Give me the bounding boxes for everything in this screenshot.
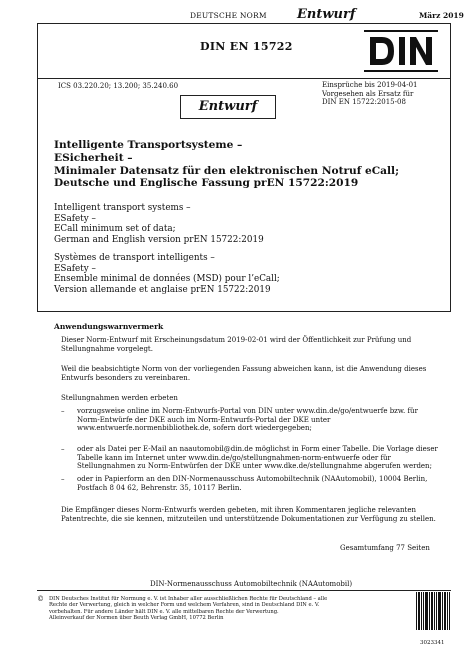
title-de-line: Intelligente Transportsysteme – bbox=[54, 139, 243, 151]
copyright-icon: © bbox=[37, 595, 44, 603]
title-fr-line: Version allemande et anglaise prEN 15722:2019 bbox=[54, 284, 271, 295]
title-fr-line: Systèmes de transport intelligents – bbox=[54, 253, 215, 263]
title-de-line: Minimaler Datensatz für den elektronischen Notruf eCall; bbox=[54, 164, 399, 177]
barcode-icon bbox=[416, 592, 450, 630]
barcode-number: 3023341 bbox=[420, 640, 445, 646]
title-de-line: ESicherheit – bbox=[54, 151, 133, 164]
publication-date: März 2019 bbox=[419, 11, 464, 20]
objection-deadline: Einsprüche bis 2019-04-01 bbox=[322, 81, 418, 89]
list-item-text: oder als Datei per E-Mail an naautomobil@din.de möglichst in Form einer Tabelle. Die Vorlage dieser Tabelle kann im Internet unter www.din.de/go/stellungnahmen-norm-entwuerfe oder für Stellungnahmen zu Norm-Entwürfen der DKE unter www.dke.de/stellungnahme abgerufen werden; bbox=[77, 445, 438, 471]
list-dash: – bbox=[61, 407, 65, 415]
footer-line: Alleinverkauf der Normen über Beuth Verlag GmbH, 10772 Berlin bbox=[49, 615, 224, 622]
draft-stamp: Entwurf bbox=[180, 95, 276, 119]
footer-line: vorbehalten. Für andere Länder hält DIN e. V. alle mittelbaren Rechte der Verwertung. bbox=[49, 608, 279, 615]
norm-label: DEUTSCHE NORM bbox=[190, 11, 267, 20]
header-bar bbox=[0, 8, 466, 24]
copyright-footer bbox=[37, 595, 404, 622]
title-de-line: Deutsche und Englische Fassung prEN 15722:2019 bbox=[54, 177, 359, 190]
publisher: DIN-Normenausschuss Automobiltechnik (NAAutomobil) bbox=[150, 580, 353, 588]
list-dash: – bbox=[61, 445, 65, 453]
notice-heading: Anwendungswarnvermerk bbox=[54, 322, 164, 331]
notice-paragraph: Weil die beabsichtigte Norm von der vorliegenden Fassung abweichen kann, ist die Anwendung dieses Entwurfs besonders zu vereinbaren. bbox=[61, 365, 427, 382]
title-en-line: ESafety – bbox=[54, 213, 96, 224]
list-item-text: oder in Papierform an den DIN-Normenausschuss Automobiltechnik (NAAutomobil), 10004 Berlin, Postfach 8 04 62, Behrenstr. 35, 10117 Berlin. bbox=[77, 475, 428, 492]
footer-line: DIN Deutsches Institut für Normung e. V. ist Inhaber aller ausschließlichen Rechte für Deutschland – alle bbox=[49, 596, 328, 602]
title-french bbox=[54, 253, 446, 295]
notice-paragraph: Stellungnahmen werden erbeten bbox=[61, 394, 178, 402]
title-en-line: ECall minimum set of data; bbox=[54, 224, 176, 235]
list-item-text: vorzugsweise online im Norm-Entwurfs-Portal von DIN unter www.din.de/go/entwuerfe bzw. für Norm-Entwürfe der DKE auch im Norm-Entwurfs-Portal der DKE unter www.entwuerfe.normenbibliothek.de, sofern dort wiedergegeben; bbox=[77, 407, 418, 433]
din-logo-icon bbox=[362, 29, 440, 73]
draft-status: Entwurf bbox=[297, 7, 356, 22]
total-pages: Gesamtumfang 77 Seiten bbox=[340, 544, 430, 552]
divider bbox=[37, 590, 451, 591]
title-en-line: Intelligent transport systems – bbox=[54, 203, 191, 213]
title-en-line: German and English version prEN 15722:2019 bbox=[54, 234, 264, 245]
replaced-standard: DIN EN 15722:2015-08 bbox=[322, 98, 406, 107]
list-dash: – bbox=[61, 475, 65, 483]
notice-paragraph: Dieser Norm-Entwurf mit Erscheinungsdatum 2019-02-01 wird der Öffentlichkeit zur Prüfung und Stellungnahme vorgelegt. bbox=[61, 336, 412, 353]
title-english bbox=[54, 203, 446, 245]
title-fr-line: ESafety – bbox=[54, 263, 96, 274]
document-number: DIN EN 15722 bbox=[200, 40, 293, 53]
footer-line: Rechte der Verwertung, gleich in welcher Form und welchem Verfahren, sind in Deutschland DIN e. V. bbox=[49, 602, 320, 609]
title-german bbox=[54, 139, 446, 190]
title-fr-line: Ensemble minimal de données (MSD) pour l’eCall; bbox=[54, 274, 280, 285]
patent-notice: Die Empfänger dieses Norm-Entwurfs werden gebeten, mit ihren Kommentaren jegliche relevanten Patentrechte, die sie kennen, mitzuteilen und unterstützende Dokumentationen zur Verfügung zu stellen. bbox=[61, 506, 436, 523]
objection-info bbox=[322, 81, 447, 107]
replacement-note: Vorgesehen als Ersatz für bbox=[322, 89, 414, 98]
ics-codes: ICS 03.220.20; 13.200; 35.240.60 bbox=[58, 82, 179, 90]
